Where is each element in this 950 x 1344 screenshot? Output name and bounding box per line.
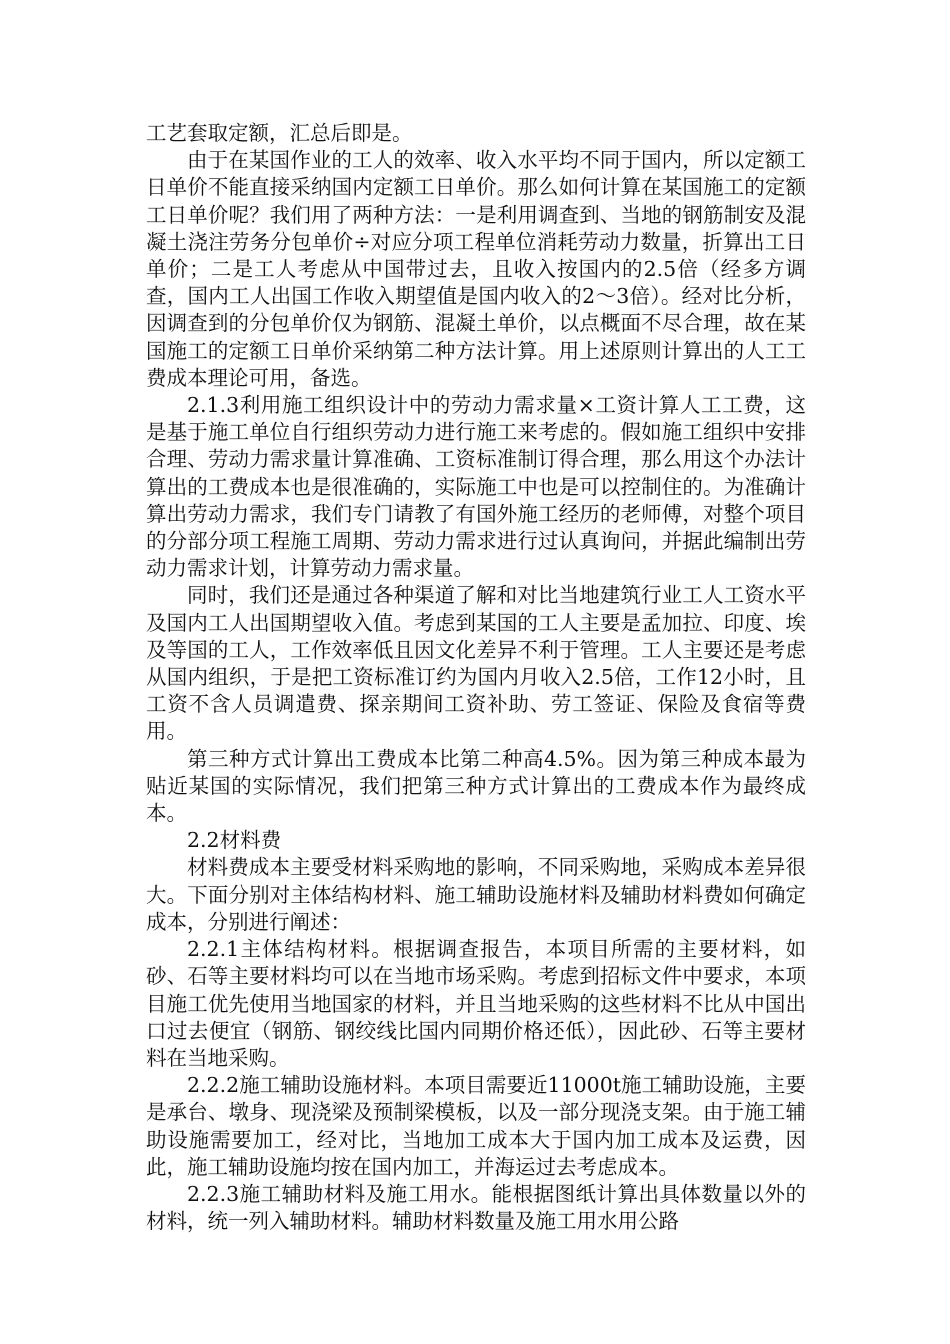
paragraph-wage-standard: 同时，我们还是通过各种渠道了解和对比当地建筑行业工人工资水平及国内工人出国期望收入值。考虑到某国的工人主要是孟加拉、印度、埃及等国的工人，工作效率低且因文化差异不利于管理。工人主要还是考虑从国内组织，于是把工资标准订约为国内月收入2.5倍，工作12小时，且工资不含人员调遣费、探亲期间工资补助、劳工签证、保险及食宿等费用。 [146,583,806,744]
paragraph-material-intro: 材料费成本主要受材料采购地的影响，不同采购地，采购成本差异很大。下面分别对主体结构材料、施工辅助设施材料及辅助材料费如何确定成本，分别进行阐述： [146,855,806,934]
paragraph-continuation: 工艺套取定额，汇总后即是。 [146,121,413,145]
paragraph-2-2-1: 2.2.1主体结构材料。根据调查报告，本项目所需的主要材料，如砂、石等主要材料均可以在当地市场采购。考虑到招标文件中要求，本项目施工优先使用当地国家的材料，并且当地采购的这些材料不比从中国出口过去便宜（钢筋、钢绞线比国内同期价格还低），因此砂、石等主要材料在当地采购。 [146,937,806,1070]
paragraph-third-method-result: 第三种方式计算出工费成本比第二种高4.5%。因为第三种成本最为贴近某国的实际情况，我们把第三种方式计算出的工费成本作为最终成本。 [146,746,806,826]
section-heading-2-2: 2.2材料费 [187,828,282,853]
paragraph-labor-rate-methods: 由于在某国作业的工人的效率、收入水平均不同于国内，所以定额工日单价不能直接采纳国内定额工日单价。那么如何计算在某国施工的定额工日单价呢？我们用了两种方法：一是利用调查到、当地的钢筋制安及混凝土浇注劳务分包单价÷对应分项工程单位消耗劳动力数量，折算出工日单价；二是工人考虑从中国带过去，且收入按国内的2.5倍（经多方调查，国内工人出国工作收入期望值是国内收入的2～3倍）。经对比分析，因调查到的分包单价仅为钢筋、混凝土单价，以点概面不尽合理，故在某国施工的定额工日单价采纳第二种方法计算。用上述原则计算出的人工工费成本理论可用，备选。 [146,148,806,390]
paragraph-2-2-3: 2.2.3施工辅助材料及施工用水。能根据图纸计算出具体数量以外的材料，统一列入辅助材料。辅助材料数量及施工用水用公路 [146,1181,806,1234]
paragraph-2-1-3: 2.1.3利用施工组织设计中的劳动力需求量×工资计算人工工费，这是基于施工单位自行组织劳动力进行施工来考虑的。假如施工组织中安排合理、劳动力需求量计算准确、工资标准制订得合理，那么用这个办法计算出的工费成本也是很准确的，实际施工中也是可以控制住的。为准确计算出劳动力需求，我们专门请教了有国外施工经历的老师傅，对整个项目的分部分项工程施工周期、劳动力需求进行过认真询问，并据此编制出劳动力需求计划，计算劳动力需求量。 [146,393,806,581]
document-body [146,120,806,1235]
paragraph-2-2-2: 2.2.2施工辅助设施材料。本项目需要近11000t施工辅助设施，主要是承台、墩身、现浇梁及预制梁模板，以及一部分现浇支架。由于施工辅助设施需要加工，经对比，当地加工成本大于国内加工成本及运费，因此，施工辅助设施均按在国内加工，并海运过去考虑成本。 [146,1073,806,1179]
